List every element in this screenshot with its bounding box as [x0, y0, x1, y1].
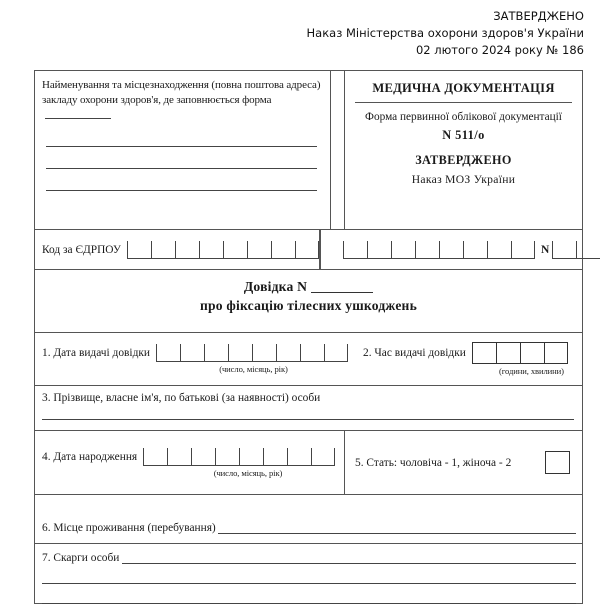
institution-instructions-line-2: закладу охорони здоров'я, де заповнюється форма [42, 93, 272, 106]
cell[interactable] [156, 344, 180, 361]
cell[interactable] [552, 241, 576, 258]
cell[interactable] [276, 344, 300, 361]
field-4-line [42, 448, 344, 466]
cell[interactable] [247, 241, 271, 258]
field-5-sex-input[interactable] [545, 451, 570, 474]
cell[interactable] [143, 448, 167, 465]
document-code-block [321, 230, 600, 269]
institution-instructions [42, 78, 321, 122]
field-1-line [42, 344, 345, 362]
field-3-label: 3. Прізвище, власне ім'я, по батькові (за наявності) особи [42, 392, 321, 404]
field-1-caption: (число, місяць, рік) [219, 364, 288, 374]
form-header-row [35, 71, 582, 229]
field-4-caption: (число, місяць, рік) [213, 467, 283, 478]
field-2-label: 2. Час видачі довідки [363, 347, 466, 359]
cell[interactable] [415, 241, 439, 258]
cell[interactable] [191, 448, 215, 465]
institution-write-line-2[interactable] [46, 152, 317, 169]
code-row [35, 229, 582, 269]
cell[interactable] [252, 344, 276, 361]
document-number-label: N [540, 243, 550, 256]
field-1-issue-date [35, 333, 345, 385]
field-7-input-line-3[interactable] [42, 591, 576, 604]
cell[interactable] [496, 342, 520, 364]
document-approved-label: ЗАТВЕРДЖЕНО [415, 153, 512, 167]
institution-write-line-1[interactable] [46, 130, 317, 147]
field-row-3 [35, 385, 582, 430]
cell[interactable] [367, 241, 391, 258]
document-approved-order: Наказ МОЗ України [411, 173, 516, 186]
certificate-title-line-2: про фіксацію тілесних ушкоджень [200, 298, 417, 313]
field-2-caption: (години, хвилини) [499, 366, 564, 376]
approval-line-1: ЗАТВЕРДЖЕНО [493, 9, 584, 23]
cell[interactable] [463, 241, 487, 258]
cell[interactable] [472, 342, 496, 364]
header-divider-gap [331, 71, 345, 229]
cell[interactable] [300, 344, 324, 361]
approval-line-3: 02 лютого 2024 року № 186 [415, 43, 584, 57]
cell[interactable] [151, 241, 175, 258]
cell[interactable] [520, 342, 544, 364]
cell[interactable] [576, 241, 600, 258]
institution-write-line-3[interactable] [46, 174, 317, 191]
cell[interactable] [343, 241, 367, 258]
field-4-label: 4. Дата народження [42, 450, 138, 463]
field-4-date-input[interactable] [143, 448, 335, 466]
cell[interactable] [199, 241, 223, 258]
approval-line-2: Наказ Міністерства охорони здоров'я України [306, 26, 584, 40]
certificate-title-row [35, 269, 582, 332]
certificate-title-band [35, 270, 582, 332]
cell[interactable] [223, 241, 247, 258]
cell[interactable] [311, 448, 335, 465]
cell[interactable] [204, 344, 228, 361]
certificate-title-text: Довідка N [243, 279, 308, 294]
field-row-4-5 [35, 430, 582, 494]
field-4-birth-date [35, 431, 345, 494]
document-stamp-block [345, 71, 582, 229]
field-row-7 [35, 543, 582, 603]
document-code-input[interactable] [343, 241, 535, 259]
document-form-kind: Форма первинної облікової документації [365, 111, 562, 123]
certificate-number-blank[interactable] [311, 292, 373, 293]
cell[interactable] [239, 448, 263, 465]
document-number-input[interactable] [552, 241, 600, 259]
edrpou-label: Код за ЄДРПОУ [42, 243, 121, 256]
field-row-6 [35, 494, 582, 543]
cell[interactable] [287, 448, 311, 465]
certificate-title-line-1 [35, 279, 582, 295]
cell[interactable] [175, 241, 199, 258]
cell[interactable] [544, 342, 568, 364]
cell[interactable] [263, 448, 287, 465]
approval-header [164, 8, 584, 59]
field-5-label: 5. Стать: чоловіча - 1, жіноча - 2 [355, 456, 512, 469]
field-3-input[interactable] [42, 406, 574, 420]
cell[interactable] [180, 344, 204, 361]
field-7-label: 7. Скарги особи [42, 552, 120, 564]
cell[interactable] [271, 241, 295, 258]
institution-block [35, 71, 331, 229]
field-7-first-line [42, 551, 576, 564]
field-6-input[interactable] [218, 521, 576, 534]
document-stamp-rule [355, 102, 572, 103]
cell[interactable] [439, 241, 463, 258]
field-6-label: 6. Місце проживання (перебування) [42, 522, 216, 534]
cell[interactable] [295, 241, 319, 258]
document-form-number: N 511/о [442, 128, 485, 142]
document-stamp-title: МЕДИЧНА ДОКУМЕНТАЦІЯ [372, 81, 555, 95]
field-7-input-line-2[interactable] [42, 571, 576, 584]
cell[interactable] [127, 241, 151, 258]
cell[interactable] [167, 448, 191, 465]
field-2-time-input[interactable] [472, 342, 568, 364]
cell[interactable] [511, 241, 535, 258]
cell[interactable] [228, 344, 252, 361]
edrpou-block [35, 230, 320, 269]
field-row-1-2 [35, 332, 582, 385]
field-2-issue-time [345, 333, 582, 385]
edrpou-code-input[interactable] [127, 241, 319, 259]
institution-instructions-line-1: Найменування та місцезнаходження (повна поштова адреса) [42, 79, 321, 91]
field-1-label: 1. Дата видачі довідки [42, 347, 151, 359]
medical-form-table [34, 70, 583, 604]
cell[interactable] [215, 448, 239, 465]
field-1-date-input[interactable] [156, 344, 348, 362]
cell[interactable] [487, 241, 511, 258]
cell[interactable] [391, 241, 415, 258]
field-7-input-line-1[interactable] [122, 551, 576, 564]
institution-inline-rule[interactable] [45, 118, 111, 119]
field-5-sex [345, 431, 582, 494]
field-2-line [363, 342, 582, 364]
